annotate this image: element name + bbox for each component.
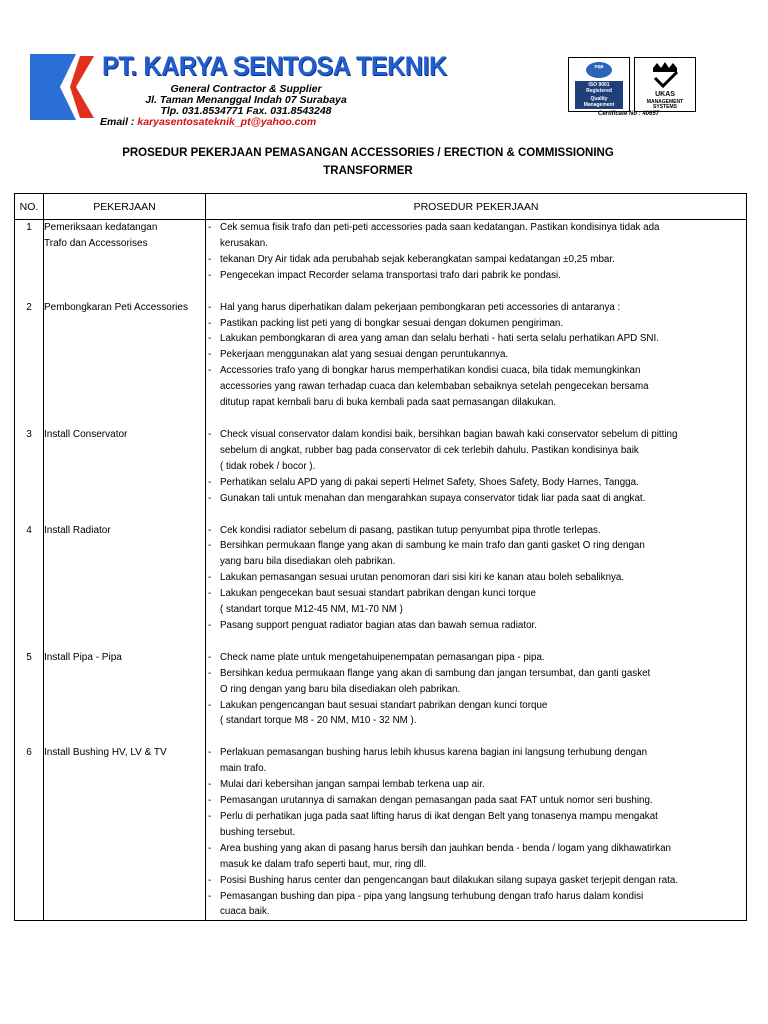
table-row [15, 523, 747, 650]
procedure-text: Pasang support penguat radiator bagian atas dan bawah semua radiator. [220, 619, 537, 631]
bullet-dash: - [208, 699, 212, 711]
bullet-dash: - [208, 540, 212, 552]
procedure-table [14, 193, 747, 921]
row-procedure [206, 745, 747, 920]
table-row [15, 427, 747, 523]
bullet-dash: - [208, 428, 212, 440]
registered-text: Registered [586, 88, 612, 94]
procedure-line [206, 602, 746, 618]
procedure-text: Check visual conservator dalam kondisi baik, bersihkan bagian bawah kaki conservator sebelum di pitting [220, 428, 678, 440]
quality-text: Quality [590, 96, 608, 102]
bullet-dash: - [208, 365, 212, 377]
procedure-text: Gunakan tali untuk menahan dan mengarahkan supaya conservator tidak liar pada saat di angkat. [220, 492, 646, 504]
procedure-line [206, 538, 746, 554]
procedure-line [206, 586, 746, 602]
certification-badges [568, 57, 704, 119]
ukas-management-text: MANAGEMENT [646, 99, 684, 105]
table-row [15, 745, 747, 920]
procedure-line [206, 347, 746, 363]
row-number: 1 [15, 220, 44, 300]
procedure-line [206, 379, 746, 395]
procedure-list [206, 650, 746, 730]
row-procedure [206, 300, 747, 427]
procedure-list [206, 300, 746, 411]
procedure-text: accessories yang rawan terhadap cuaca dan kelembaban sebaiknya setelah pengecekan bersama [220, 381, 649, 393]
procedure-text: Mulai dari kebersihan jangan sampai lembab terkena uap air. [220, 779, 485, 791]
nqa-text: nqa [594, 64, 604, 70]
procedure-text: Lakukan pembongkaran di area yang aman dan selalu berhati - hati serta selalu perhatikan APD SNI. [220, 333, 659, 345]
procedure-text: Pengecekan impact Recorder selama transportasi trafo dari pabrik ke pondasi. [220, 269, 561, 281]
document-title [0, 144, 736, 180]
table-row [15, 300, 747, 427]
ukas-badge [634, 57, 696, 112]
row-procedure [206, 427, 747, 523]
procedure-line [206, 682, 746, 698]
title-line-1: PROSEDUR PEKERJAAN PEMASANGAN ACCESSORIES / ERECTION & COMMISSIONING [122, 147, 614, 159]
procedure-line [206, 554, 746, 570]
company-name: PT. KARYA SENTOSA TEKNIK [102, 51, 447, 81]
header-procedure: PROSEDUR PEKERJAAN [206, 194, 747, 220]
iso-text: ISO 9001 [588, 82, 610, 88]
row-job [44, 650, 206, 746]
certificate-number: Certificate No : 40657 [598, 111, 660, 117]
procedure-text: ( standart torque M12-45 NM, M1-70 NM ) [220, 604, 403, 616]
procedure-line [206, 316, 746, 332]
company-email-line [96, 117, 396, 128]
bullet-dash: - [208, 524, 212, 536]
nqa-logo-icon [569, 60, 629, 80]
procedure-line [206, 650, 746, 666]
bullet-dash: - [208, 476, 212, 488]
procedure-line [206, 666, 746, 682]
table-row [15, 220, 747, 300]
bullet-dash: - [208, 667, 212, 679]
procedure-line [206, 761, 746, 777]
row-number: 3 [15, 427, 44, 523]
job-line: Pemeriksaan kedatangan [44, 222, 158, 233]
row-number: 5 [15, 650, 44, 746]
bullet-dash: - [208, 651, 212, 663]
row-number: 4 [15, 523, 44, 650]
iso-badge [568, 57, 630, 112]
procedure-line [206, 300, 746, 316]
procedure-line [206, 904, 746, 920]
procedure-text: main trafo. [220, 763, 267, 775]
company-tagline: General Contractor & Supplier [170, 83, 322, 95]
procedure-line [206, 475, 746, 491]
ukas-text: UKAS [655, 91, 675, 98]
job-line: Install Bushing HV, LV & TV [44, 747, 167, 759]
procedure-text: Bersihkan kedua permukaan flange yang akan di sambung dan jangan tersumbat, dan ganti gasket [220, 667, 651, 679]
procedure-line [206, 857, 746, 873]
procedure-line [206, 793, 746, 809]
procedure-text: Pekerjaan menggunakan alat yang sesuai dengan peruntukannya. [220, 349, 509, 361]
procedure-text: Lakukan pengecekan baut sesuai standart pabrikan dengan kunci torque [220, 588, 536, 600]
bullet-dash: - [208, 333, 212, 345]
procedure-text: kerusakan. [220, 237, 268, 249]
procedure-line [206, 523, 746, 539]
bullet-dash: - [208, 779, 212, 791]
procedure-list [206, 523, 746, 634]
procedure-line [206, 395, 746, 411]
procedure-line [206, 236, 746, 252]
header-job: PEKERJAAN [44, 194, 206, 220]
procedure-text: ditutup rapat kembali baru di buka kembali pada saat pemasangan dilakukan. [220, 397, 557, 409]
procedure-text: Lakukan pemasangan sesuai urutan penomoran dari sisi kiri ke kanan atau boleh sebaliknya. [220, 572, 625, 584]
bullet-dash: - [208, 222, 212, 233]
bullet-dash: - [208, 619, 212, 631]
procedure-text: tekanan Dry Air tidak ada perubahab sejak keberangkatan sampai kedatangan ±0,25 mbar. [220, 253, 615, 265]
bullet-dash: - [208, 811, 212, 822]
procedure-line [206, 809, 746, 825]
procedure-list [206, 220, 746, 284]
bullet-dash: - [208, 492, 212, 504]
job-line: Trafo dan Accessorises [44, 237, 148, 249]
procedure-text: Pastikan packing list peti yang di bongkar sesuai dengan dokumen pengiriman. [220, 317, 564, 329]
row-procedure [206, 523, 747, 650]
procedure-line [206, 889, 746, 905]
procedure-text: sebelum di angkat, rubber bag pada conservator di cek terlebih dahulu. Pastikan kondisinya baik [220, 444, 639, 456]
procedure-list [206, 427, 746, 507]
procedure-line [206, 777, 746, 793]
company-address: Jl. Taman Menanggal Indah 07 Surabaya [145, 94, 347, 106]
row-job [44, 220, 206, 300]
row-procedure [206, 650, 747, 746]
procedure-text: Posisi Bushing harus center dan pengencangan baut dilakukan silang supaya gasket terjepit dengan rata. [220, 874, 679, 886]
row-job [44, 745, 206, 920]
procedure-text: O ring dengan yang baru bila disediakan oleh pabrikan. [220, 683, 461, 695]
row-job [44, 427, 206, 523]
procedure-text: Perhatikan selalu APD yang di pakai seperti Helmet Safety, Shoes Safety, Body Harnes, Tangga. [220, 476, 639, 488]
table-row [15, 650, 747, 746]
procedure-list [206, 745, 746, 920]
company-phone-fax: Tlp. 031.8534771 Fax. 031.8543248 [160, 105, 332, 117]
procedure-text: Accessories trafo yang di bongkar harus memperhatikan kondisi cuaca, bila tidak memungkinkan [220, 365, 641, 377]
procedure-line [206, 825, 746, 841]
procedure-line [206, 713, 746, 729]
procedure-line [206, 220, 746, 236]
procedure-text: masuk ke dalam trafo seperti baut, mur, ring dll. [220, 858, 427, 870]
procedure-line [206, 698, 746, 714]
procedure-line [206, 252, 746, 268]
procedure-line [206, 363, 746, 379]
row-job [44, 523, 206, 650]
company-contact-block [96, 84, 396, 128]
table-header-row [15, 194, 747, 220]
management-text: Management [583, 102, 615, 108]
job-line: Install Pipa - Pipa [44, 651, 122, 663]
bullet-dash: - [208, 874, 212, 886]
procedure-line [206, 331, 746, 347]
bullet-dash: - [208, 317, 212, 329]
bullet-dash: - [208, 269, 212, 281]
procedure-text: Hal yang harus diperhatikan dalam pekerjaan pembongkaran peti accessories di antaranya : [220, 301, 621, 313]
procedure-text: ( tidak robek / bocor ). [220, 460, 316, 472]
table-body [15, 220, 747, 921]
bullet-dash: - [208, 890, 212, 902]
title-line-2: TRANSFORMER [323, 165, 413, 177]
procedure-text: Bersihkan permukaan flange yang akan di sambung ke main trafo dan ganti gasket O ring dengan [220, 540, 645, 552]
job-line: Pembongkaran Peti Accessories [44, 301, 188, 313]
procedure-text: Cek kondisi radiator sebelum di pasang, pastikan tutup penyumbat pipa throtle terlepas. [220, 524, 601, 536]
email-label: Email : [100, 116, 135, 128]
company-logo-icon [30, 54, 100, 120]
bullet-dash: - [208, 842, 212, 854]
procedure-line [206, 491, 746, 507]
bullet-dash: - [208, 747, 212, 759]
bullet-dash: - [208, 349, 212, 361]
header-no: NO. [15, 194, 44, 220]
bullet-dash: - [208, 253, 212, 265]
procedure-text: ( standart torque M8 - 20 NM, M10 - 32 NM ). [220, 715, 417, 727]
ukas-systems-text: SYSTEMS [653, 104, 677, 110]
procedure-line [206, 745, 746, 761]
bullet-dash: - [208, 301, 212, 313]
row-number: 2 [15, 300, 44, 427]
letterhead [0, 0, 768, 130]
procedure-text: Pemasangan urutannya di samakan dengan pemasangan pada saat FAT untuk nomor seri bushing. [220, 795, 653, 807]
procedure-line [206, 427, 746, 443]
procedure-text: Check name plate untuk mengetahuipenempatan pemasangan pipa - pipa. [220, 651, 545, 663]
procedure-text: Cek semua fisik trafo dan peti-peti accessories pada saan kedatangan. Pastikan kondisinya tidak ada [220, 222, 660, 233]
row-procedure [206, 220, 747, 300]
email-address: karyasentosateknik_pt@yahoo.com [137, 116, 317, 128]
bullet-dash: - [208, 572, 212, 584]
bullet-dash: - [208, 588, 212, 600]
procedure-text: Area bushing yang akan di pasang harus bersih dan jauhkan benda - benda / logam yang dikhawatirkan [220, 842, 671, 854]
crown-check-icon [635, 60, 695, 90]
procedure-line [206, 570, 746, 586]
procedure-line [206, 618, 746, 634]
job-line: Install Conservator [44, 428, 128, 440]
procedure-text: bushing tersebut. [220, 826, 296, 838]
procedure-line [206, 268, 746, 284]
bullet-dash: - [208, 795, 212, 807]
procedure-text: Perlu di perhatikan juga pada saat lifting harus di ikat dengan Belt yang tonasenya mampu mengakat [220, 811, 658, 822]
procedure-line [206, 459, 746, 475]
procedure-line [206, 841, 746, 857]
row-job [44, 300, 206, 427]
procedure-text: yang baru bila disediakan oleh pabrikan. [220, 556, 396, 568]
procedure-line [206, 873, 746, 889]
row-number: 6 [15, 745, 44, 920]
procedure-line [206, 443, 746, 459]
procedure-text: Perlakuan pemasangan bushing harus lebih khusus karena bagian ini langsung terhubung dengan [220, 747, 648, 759]
procedure-text: Lakukan pengencangan baut sesuai standart pabrikan dengan kunci torque [220, 699, 548, 711]
procedure-text: cuaca baik. [220, 906, 270, 918]
job-line: Install Radiator [44, 524, 111, 536]
procedure-text: Pemasangan bushing dan pipa - pipa yang langsung terhubung dengan trafo harus dalam kondisi [220, 890, 644, 902]
